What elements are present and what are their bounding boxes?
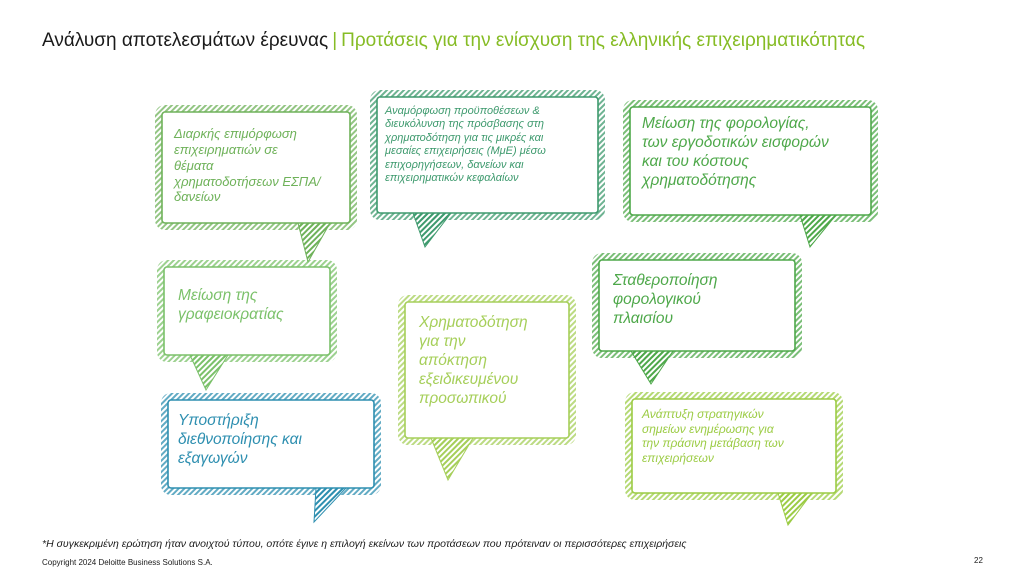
bubble-tail xyxy=(800,215,836,247)
bubble-line: Σταθεροποίηση xyxy=(613,272,718,289)
bubble-tail xyxy=(413,213,451,247)
bubble-line: Αναμόρφωση προϋποθέσεων & xyxy=(385,105,540,117)
bubble-line: επιχειρηματιών σε xyxy=(174,141,278,157)
bubble-line: δανείων xyxy=(174,189,221,205)
bubble-tail xyxy=(298,223,330,262)
bubble-personnel-text xyxy=(419,314,528,409)
bubble-tax-text xyxy=(642,115,829,191)
title-main: Ανάλυση αποτελεσμάτων έρευνας xyxy=(42,30,329,51)
bubble-bureaucracy-text xyxy=(178,287,284,325)
bubble-line: φορολογικού xyxy=(613,290,701,308)
bubble-green-text xyxy=(642,407,784,466)
bubble-tax xyxy=(628,105,873,217)
bubble-line: γραφειοκρατίας xyxy=(178,305,284,323)
bubble-bureaucracy xyxy=(162,265,332,357)
bubble-frame xyxy=(162,265,332,394)
title-subtitle: Προτάσεις για την ενίσχυση της ελληνικής επιχειρηματικότητας xyxy=(341,30,865,51)
bubble-line: προσωπικού xyxy=(419,389,507,407)
bubble-training-text xyxy=(174,126,321,205)
bubble-line: διευκόλυνση της πρόσβασης στη xyxy=(385,118,544,131)
bubble-line: μεσαίες επιχειρήσεις (ΜμΕ) μέσω xyxy=(385,145,546,158)
bubble-training xyxy=(160,110,352,225)
bubble-line: Μείωση της φορολογίας, xyxy=(642,115,810,132)
bubble-line: Διαρκής επιμόρφωση xyxy=(174,126,297,141)
bubble-stability-text xyxy=(613,272,718,329)
slide-title xyxy=(42,30,865,52)
bubble-line: των εργοδοτικών εισφορών xyxy=(642,133,829,151)
bubble-line: και του κόστους xyxy=(642,152,749,170)
bubble-access-text xyxy=(385,105,546,185)
bubble-line: επιχειρήσεων xyxy=(642,450,714,465)
bubble-line: διεθνοποίησης και xyxy=(178,430,302,448)
copyright: Copyright 2024 Deloitte Business Solutions S.A. xyxy=(42,558,213,567)
bubble-line: εξειδικευμένου xyxy=(419,370,519,388)
bubble-line: χρηματοδότησης xyxy=(642,171,757,189)
bubble-line: χρηματοδότηση για τις μικρές και xyxy=(385,131,544,144)
bubble-line: σημείων ενημέρωσης για xyxy=(642,421,774,436)
bubble-line: Ανάπτυξη στρατηγικών xyxy=(642,407,764,421)
bubble-tail xyxy=(631,351,673,384)
bubble-tail xyxy=(314,488,346,522)
bubble-line: Υποστήριξη xyxy=(178,412,259,429)
bubble-tail xyxy=(778,493,812,525)
title-separator: | xyxy=(332,30,338,51)
bubble-line: Μείωση της xyxy=(178,287,258,304)
bubble-stability xyxy=(597,258,797,353)
footnote: *Η συγκεκριμένη ερώτηση ήταν ανοιχτού τύπου, οπότε έγινε η επιλογή εκείνων των προτάσεων που πρότειναν οι περισσότερες επιχειρήσεις xyxy=(42,538,687,550)
bubble-line: Χρηματοδότηση xyxy=(419,314,528,331)
bubble-tail xyxy=(190,355,228,390)
bubble-line: πλαισίου xyxy=(613,309,674,327)
bubble-line: θέματα xyxy=(174,157,214,173)
bubble-line: επιχορηγήσεων, δανείων και xyxy=(385,158,524,171)
bubble-export xyxy=(166,398,376,490)
bubble-tail xyxy=(431,438,473,480)
bubble-line: επιχειρηματικών κεφαλαίων xyxy=(385,172,519,185)
bubble-export-text xyxy=(178,412,302,469)
page-number: 22 xyxy=(974,556,983,565)
bubble-access xyxy=(375,95,600,215)
bubble-line: την πράσινη μετάβαση των xyxy=(642,436,784,451)
bubble-line: χρηματοδοτήσεων ΕΣΠΑ/ xyxy=(174,173,321,189)
bubble-line: για την xyxy=(419,332,466,350)
bubble-line: απόκτηση xyxy=(419,351,487,369)
bubble-green xyxy=(630,397,838,495)
bubble-personnel xyxy=(403,300,571,440)
bubble-line: εξαγωγών xyxy=(178,449,248,467)
